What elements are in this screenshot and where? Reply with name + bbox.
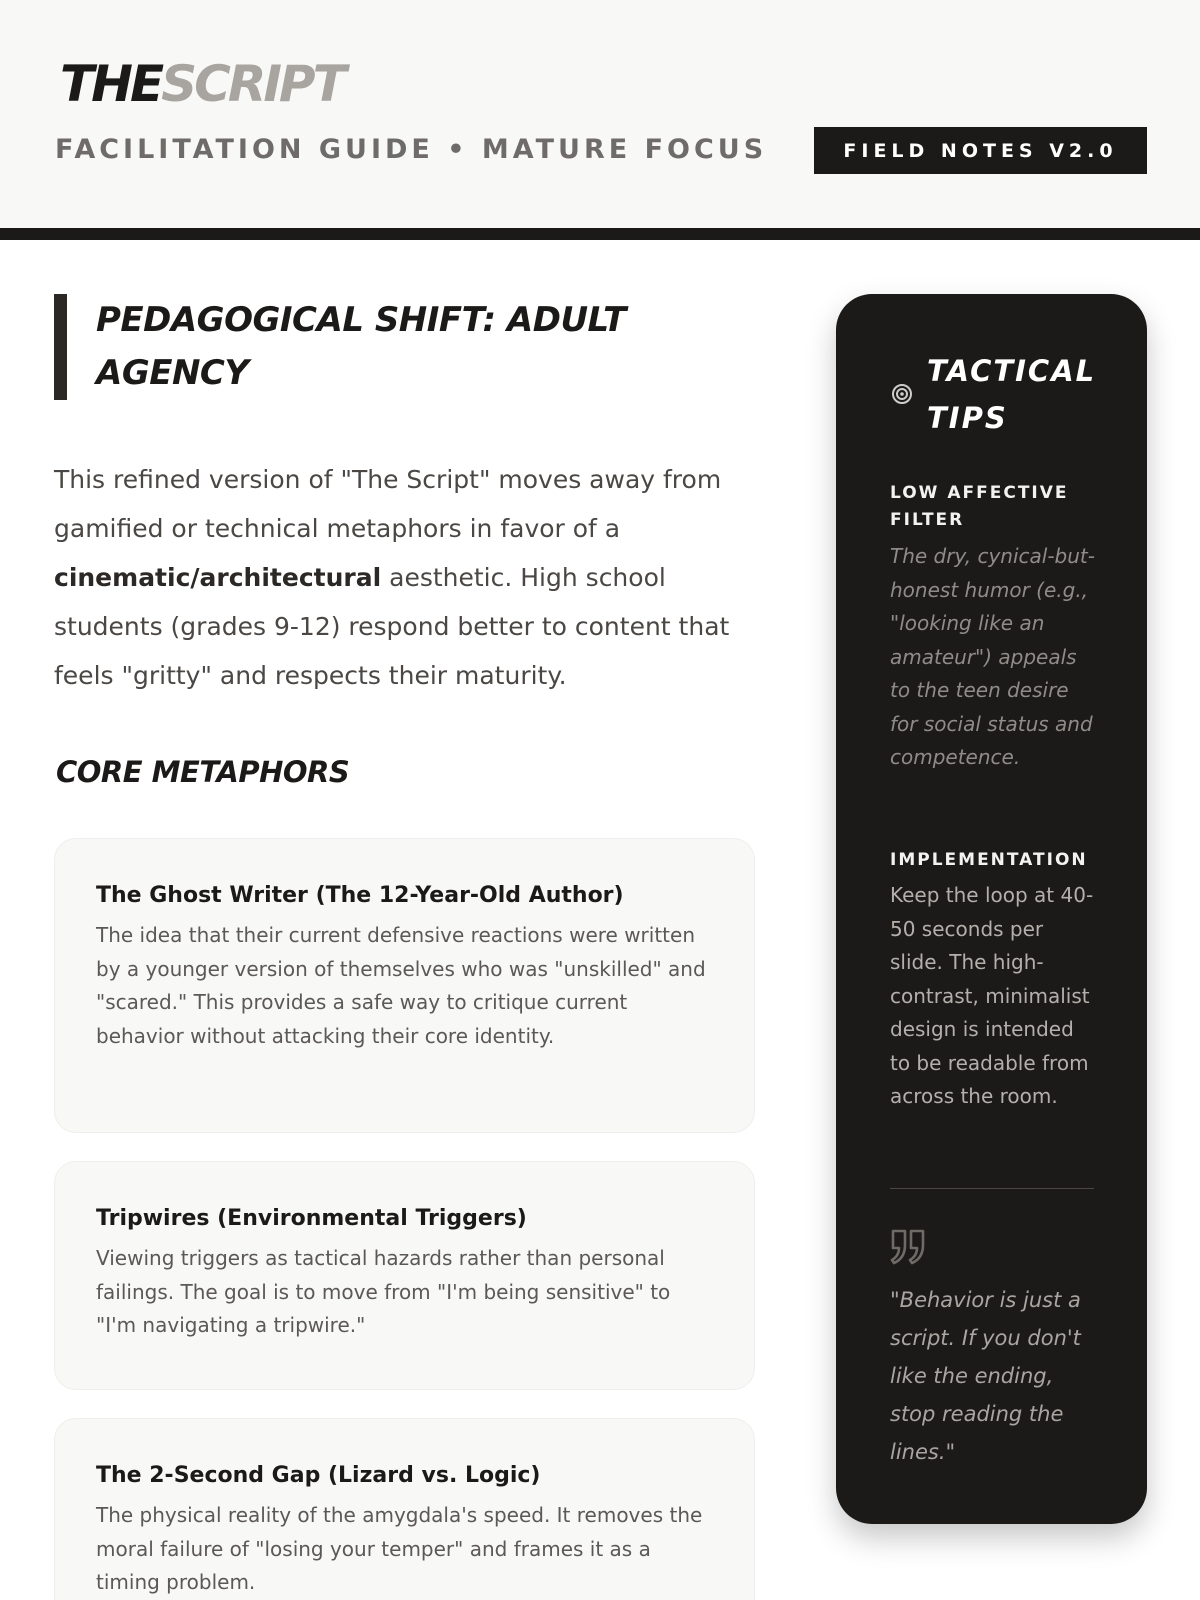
metaphor-card-title: The Ghost Writer (The 12-Year-Old Author) — [96, 883, 624, 908]
intro-text-end: aesthetic. High school students (grades 9-12) respond better to content that feels "gritty" and respects their maturity. — [54, 563, 730, 690]
logo-script: SCRIPT — [161, 55, 344, 113]
logo — [60, 52, 344, 116]
section-title: PEDAGOGICAL SHIFT: ADULT AGENCY — [96, 300, 626, 393]
target-icon — [891, 383, 913, 405]
metaphor-card — [54, 1161, 755, 1390]
guide-subtitle: FACILITATION GUIDE • MATURE FOCUS — [55, 134, 768, 165]
metaphor-card — [54, 1418, 755, 1600]
sidebar-title: TACTICAL TIPS — [927, 354, 1097, 435]
header-divider — [0, 228, 1200, 240]
tip-text-implementation: Keep the loop at 40-50 seconds per slide. The high-contrast, minimalist design is intended to be readable from across the room. — [890, 883, 1094, 1108]
sidebar-quote: "Behavior is just a script. If you don't like the ending, stop reading the lines." — [890, 1288, 1081, 1464]
version-badge: FIELD NOTES V2.0 — [814, 127, 1147, 174]
metaphor-card-text: Viewing triggers as tactical hazards rather than personal failings. The goal is to move from "I'm being sensitive" to "I'm navigating a tripwire." — [96, 1246, 671, 1337]
tip-text-affective: The dry, cynical-but-honest humor (e.g., "looking like an amateur") appeals to the teen desire for social status and competence. — [890, 544, 1095, 769]
section-accent-bar — [54, 294, 67, 400]
metaphor-card-title: Tripwires (Environmental Triggers) — [96, 1206, 527, 1231]
tip-label-implementation: IMPLEMENTATION — [890, 850, 1088, 870]
metaphor-card-text: The idea that their current defensive reactions were written by a younger version of themselves who was "unskilled" and "scared." This provides a safe way to critique current behavior without attacking their core identity. — [96, 923, 706, 1048]
logo-the: THE — [60, 55, 162, 113]
metaphor-card — [54, 838, 755, 1133]
intro-text-start: This refined version of "The Script" moves away from gamified or technical metaphors in favor of a — [54, 465, 722, 543]
intro-paragraph — [54, 455, 754, 700]
metaphor-card-title: The 2-Second Gap (Lizard vs. Logic) — [96, 1463, 541, 1488]
intro-emphasis: cinematic/architectural — [54, 563, 382, 592]
core-metaphors-heading: CORE METAPHORS — [56, 755, 350, 789]
page-header — [0, 0, 1200, 228]
quote-icon — [890, 1228, 928, 1268]
tip-label-affective: LOW AFFECTIVE FILTER — [890, 483, 1069, 530]
metaphor-card-text: The physical reality of the amygdala's speed. It removes the moral failure of "losing your temper" and frames it as a timing problem. — [96, 1503, 703, 1594]
sidebar-divider — [890, 1188, 1094, 1189]
